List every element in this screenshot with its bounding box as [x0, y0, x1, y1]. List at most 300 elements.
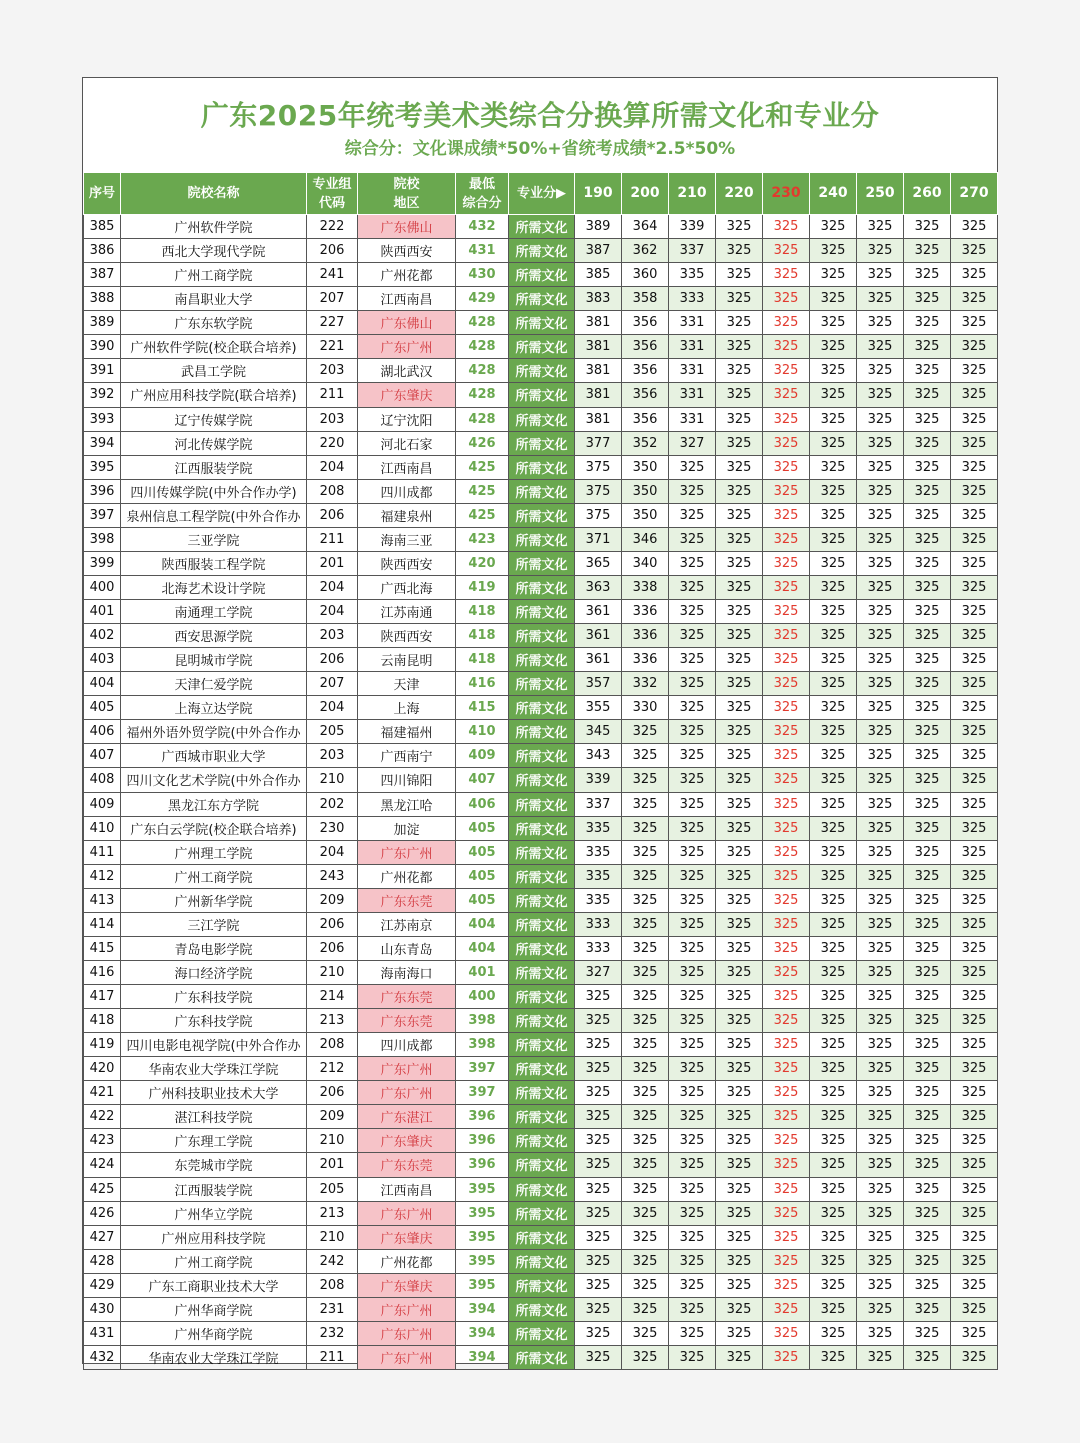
row-required-score: 325	[669, 1177, 716, 1201]
row-label: 所需文化	[509, 1153, 575, 1177]
row-required-score: 325	[763, 1249, 810, 1273]
row-min-score: 431	[456, 239, 509, 263]
row-required-score: 325	[763, 335, 810, 359]
table-row	[84, 527, 998, 551]
row-school: 上海立达学院	[121, 696, 307, 720]
table-row	[84, 1057, 998, 1081]
row-label: 所需文化	[509, 672, 575, 696]
row-required-score: 364	[622, 215, 669, 239]
header-score: 270	[951, 173, 998, 215]
row-required-score: 325	[857, 1177, 904, 1201]
row-required-score: 325	[763, 1129, 810, 1153]
row-required-score: 325	[904, 696, 951, 720]
row-required-score: 325	[857, 1153, 904, 1177]
row-required-score: 325	[810, 960, 857, 984]
row-seq: 430	[84, 1297, 121, 1321]
row-required-score: 325	[763, 383, 810, 407]
table-row	[84, 1153, 998, 1177]
row-min-score: 405	[456, 888, 509, 912]
row-required-score: 325	[669, 1273, 716, 1297]
header-min-score	[456, 173, 509, 215]
row-seq: 405	[84, 696, 121, 720]
row-required-score: 355	[575, 696, 622, 720]
row-code: 210	[307, 768, 358, 792]
row-code: 210	[307, 960, 358, 984]
row-label: 所需文化	[509, 1321, 575, 1345]
table-row	[84, 551, 998, 575]
row-required-score: 325	[716, 1225, 763, 1249]
row-required-score: 325	[904, 287, 951, 311]
row-required-score: 325	[669, 960, 716, 984]
row-required-score: 325	[669, 1009, 716, 1033]
row-seq: 428	[84, 1249, 121, 1273]
row-required-score: 325	[904, 575, 951, 599]
row-code: 204	[307, 840, 358, 864]
row-required-score: 337	[669, 239, 716, 263]
table-row	[84, 1033, 998, 1057]
row-required-score: 325	[951, 479, 998, 503]
row-code: 213	[307, 1201, 358, 1225]
row-school: 广西城市职业大学	[121, 744, 307, 768]
row-required-score: 325	[904, 600, 951, 624]
row-required-score: 325	[810, 648, 857, 672]
row-seq: 386	[84, 239, 121, 263]
row-school: 河北传媒学院	[121, 431, 307, 455]
table-row	[84, 744, 998, 768]
row-required-score: 325	[669, 936, 716, 960]
row-min-score: 425	[456, 479, 509, 503]
row-required-score: 325	[575, 1129, 622, 1153]
row-label: 所需文化	[509, 527, 575, 551]
row-required-score: 325	[951, 768, 998, 792]
row-required-score: 325	[669, 1345, 716, 1369]
row-region: 广东肇庆	[358, 1129, 456, 1153]
row-required-score: 325	[904, 912, 951, 936]
row-code: 211	[307, 383, 358, 407]
row-required-score: 325	[857, 287, 904, 311]
row-region: 江西南昌	[358, 1177, 456, 1201]
row-required-score: 325	[763, 431, 810, 455]
table-row	[84, 1201, 998, 1225]
row-required-score: 325	[904, 383, 951, 407]
row-required-score: 325	[763, 1225, 810, 1249]
table-row	[84, 1249, 998, 1273]
header-code	[307, 173, 358, 215]
row-seq: 424	[84, 1153, 121, 1177]
row-required-score: 325	[716, 215, 763, 239]
row-school: 广州新华学院	[121, 888, 307, 912]
row-required-score: 325	[904, 263, 951, 287]
row-seq: 399	[84, 551, 121, 575]
row-required-score: 363	[575, 575, 622, 599]
row-code: 208	[307, 479, 358, 503]
row-school: 昆明城市学院	[121, 648, 307, 672]
row-code: 210	[307, 1225, 358, 1249]
row-required-score: 325	[904, 744, 951, 768]
row-required-score: 325	[716, 1057, 763, 1081]
row-required-score: 325	[951, 1201, 998, 1225]
row-school: 陕西服装工程学院	[121, 551, 307, 575]
row-seq: 393	[84, 407, 121, 431]
row-required-score: 325	[763, 768, 810, 792]
table-row	[84, 503, 998, 527]
row-required-score: 381	[575, 335, 622, 359]
row-region: 江西南昌	[358, 455, 456, 479]
row-required-score: 325	[857, 1345, 904, 1369]
row-required-score: 325	[622, 792, 669, 816]
row-required-score: 325	[904, 1129, 951, 1153]
row-required-score: 325	[575, 1081, 622, 1105]
row-required-score: 325	[904, 960, 951, 984]
row-required-score: 325	[669, 840, 716, 864]
row-required-score: 325	[857, 936, 904, 960]
header-score: 200	[622, 173, 669, 215]
row-required-score: 325	[857, 1297, 904, 1321]
row-school: 江西服装学院	[121, 455, 307, 479]
row-required-score: 325	[763, 1153, 810, 1177]
row-required-score: 325	[951, 1225, 998, 1249]
row-required-score: 357	[575, 672, 622, 696]
row-code: 222	[307, 215, 358, 239]
formula-subtitle: 综合分：文化课成绩*50%+省统考成绩*2.5*50%	[344, 139, 736, 159]
row-required-score: 325	[669, 551, 716, 575]
row-code: 227	[307, 311, 358, 335]
row-required-score: 325	[716, 936, 763, 960]
row-code: 204	[307, 455, 358, 479]
row-required-score: 325	[716, 1177, 763, 1201]
row-required-score: 325	[904, 431, 951, 455]
table-row	[84, 1105, 998, 1129]
row-seq: 396	[84, 479, 121, 503]
table-row	[84, 359, 998, 383]
row-code: 242	[307, 1249, 358, 1273]
row-required-score: 325	[763, 840, 810, 864]
row-school: 北海艺术设计学院	[121, 575, 307, 599]
row-required-score: 325	[810, 575, 857, 599]
row-required-score: 325	[763, 575, 810, 599]
row-required-score: 335	[669, 263, 716, 287]
row-region: 加淀	[358, 816, 456, 840]
row-required-score: 325	[763, 985, 810, 1009]
row-label: 所需文化	[509, 985, 575, 1009]
row-required-score: 325	[857, 1105, 904, 1129]
row-required-score: 325	[763, 1297, 810, 1321]
row-required-score: 325	[575, 1177, 622, 1201]
header-score: 220	[716, 173, 763, 215]
row-label: 所需文化	[509, 1033, 575, 1057]
row-required-score: 325	[716, 1009, 763, 1033]
row-required-score: 325	[763, 1009, 810, 1033]
row-required-score: 325	[810, 792, 857, 816]
row-required-score: 325	[810, 1225, 857, 1249]
row-region: 广东广州	[358, 1081, 456, 1105]
row-required-score: 325	[810, 624, 857, 648]
row-required-score: 325	[857, 551, 904, 575]
row-label: 所需文化	[509, 263, 575, 287]
row-label: 所需文化	[509, 503, 575, 527]
table-row	[84, 1273, 998, 1297]
row-required-score: 325	[716, 527, 763, 551]
row-required-score: 325	[669, 527, 716, 551]
row-code: 206	[307, 936, 358, 960]
row-required-score: 325	[763, 527, 810, 551]
row-label: 所需文化	[509, 215, 575, 239]
row-required-score: 331	[669, 383, 716, 407]
row-code: 207	[307, 672, 358, 696]
row-required-score: 325	[810, 335, 857, 359]
row-required-score: 325	[763, 287, 810, 311]
row-required-score: 325	[904, 335, 951, 359]
row-school: 四川传媒学院(中外合作办学)	[121, 479, 307, 503]
row-required-score: 325	[622, 912, 669, 936]
table-row	[84, 696, 998, 720]
row-required-score: 340	[622, 551, 669, 575]
row-required-score: 325	[904, 1081, 951, 1105]
row-required-score: 325	[763, 744, 810, 768]
row-required-score: 325	[904, 215, 951, 239]
row-required-score: 325	[810, 287, 857, 311]
row-required-score: 325	[951, 287, 998, 311]
row-required-score: 325	[857, 744, 904, 768]
row-required-score: 325	[857, 1129, 904, 1153]
row-required-score: 325	[951, 1297, 998, 1321]
row-school: 三亚学院	[121, 527, 307, 551]
table-row	[84, 600, 998, 624]
row-school: 广东东软学院	[121, 311, 307, 335]
row-region: 陕西西安	[358, 239, 456, 263]
row-required-score: 371	[575, 527, 622, 551]
row-school: 江西服装学院	[121, 1177, 307, 1201]
row-required-score: 356	[622, 359, 669, 383]
row-region: 广东广州	[358, 1345, 456, 1369]
row-code: 204	[307, 575, 358, 599]
table-row	[84, 888, 998, 912]
row-region: 江苏南通	[358, 600, 456, 624]
row-seq: 432	[84, 1345, 121, 1369]
row-required-score: 325	[716, 551, 763, 575]
table-row	[84, 383, 998, 407]
row-required-score: 325	[857, 888, 904, 912]
row-required-score: 325	[763, 1201, 810, 1225]
row-required-score: 325	[857, 1321, 904, 1345]
row-label: 所需文化	[509, 1177, 575, 1201]
row-required-score: 325	[669, 575, 716, 599]
row-school: 福州外语外贸学院(中外合作办	[121, 720, 307, 744]
row-required-score: 361	[575, 624, 622, 648]
header-code-line1: 专业组	[312, 176, 352, 192]
row-seq: 426	[84, 1201, 121, 1225]
row-required-score: 325	[669, 1201, 716, 1225]
row-required-score: 325	[763, 888, 810, 912]
row-required-score: 325	[857, 359, 904, 383]
row-required-score: 325	[857, 1081, 904, 1105]
row-required-score: 325	[951, 840, 998, 864]
row-required-score: 325	[716, 672, 763, 696]
row-required-score: 325	[622, 768, 669, 792]
score-table	[83, 172, 998, 1370]
row-required-score: 325	[716, 263, 763, 287]
row-min-score: 405	[456, 840, 509, 864]
row-required-score: 325	[857, 768, 904, 792]
header-score: 210	[669, 173, 716, 215]
row-min-score: 428	[456, 407, 509, 431]
table-row	[84, 1321, 998, 1345]
row-required-score: 325	[575, 1201, 622, 1225]
row-required-score: 325	[669, 672, 716, 696]
row-min-score: 429	[456, 287, 509, 311]
row-min-score: 398	[456, 1009, 509, 1033]
row-required-score: 343	[575, 744, 622, 768]
row-required-score: 325	[763, 1321, 810, 1345]
row-seq: 415	[84, 936, 121, 960]
row-required-score: 325	[716, 912, 763, 936]
row-required-score: 352	[622, 431, 669, 455]
row-required-score: 325	[951, 624, 998, 648]
row-required-score: 325	[763, 1273, 810, 1297]
row-required-score: 325	[716, 1273, 763, 1297]
row-required-score: 325	[763, 672, 810, 696]
row-seq: 409	[84, 792, 121, 816]
row-required-score: 325	[951, 1249, 998, 1273]
row-required-score: 331	[669, 407, 716, 431]
row-required-score: 325	[810, 311, 857, 335]
row-school: 四川电影电视学院(中外合作办	[121, 1033, 307, 1057]
row-required-score: 325	[951, 672, 998, 696]
row-min-score: 418	[456, 624, 509, 648]
row-region: 广东东莞	[358, 985, 456, 1009]
row-required-score: 330	[622, 696, 669, 720]
row-required-score: 325	[951, 1153, 998, 1177]
row-required-score: 331	[669, 311, 716, 335]
row-required-score: 325	[716, 311, 763, 335]
row-required-score: 325	[951, 311, 998, 335]
row-label: 所需文化	[509, 1249, 575, 1273]
row-region: 广州花都	[358, 1249, 456, 1273]
row-required-score: 325	[669, 1225, 716, 1249]
row-min-score: 425	[456, 503, 509, 527]
row-required-score: 325	[669, 455, 716, 479]
row-required-score: 325	[857, 840, 904, 864]
row-required-score: 361	[575, 600, 622, 624]
row-required-score: 325	[810, 1345, 857, 1369]
row-school: 南通理工学院	[121, 600, 307, 624]
row-required-score: 325	[951, 985, 998, 1009]
row-region: 福建泉州	[358, 503, 456, 527]
row-label: 所需文化	[509, 792, 575, 816]
row-school: 广州软件学院(校企联合培养)	[121, 335, 307, 359]
row-school: 泉州信息工程学院(中外合作办	[121, 503, 307, 527]
row-required-score: 325	[904, 1249, 951, 1273]
row-required-score: 325	[951, 696, 998, 720]
row-region: 广东广州	[358, 1201, 456, 1225]
row-required-score: 325	[904, 648, 951, 672]
row-required-score: 325	[951, 1105, 998, 1129]
row-min-score: 405	[456, 864, 509, 888]
header-region	[358, 173, 456, 215]
page-title: 广东2025年统考美术类综合分换算所需文化和专业分	[200, 99, 880, 132]
row-required-score: 336	[622, 600, 669, 624]
row-required-score: 325	[716, 768, 763, 792]
row-required-score: 383	[575, 287, 622, 311]
row-label: 所需文化	[509, 1273, 575, 1297]
row-seq: 417	[84, 985, 121, 1009]
row-min-score: 425	[456, 455, 509, 479]
table-row	[84, 1177, 998, 1201]
row-required-score: 325	[669, 1249, 716, 1273]
row-region: 云南昆明	[358, 648, 456, 672]
row-required-score: 325	[810, 215, 857, 239]
row-code: 202	[307, 792, 358, 816]
row-required-score: 325	[575, 1057, 622, 1081]
row-region: 广州花都	[358, 263, 456, 287]
row-code: 207	[307, 287, 358, 311]
row-required-score: 325	[716, 1153, 763, 1177]
row-required-score: 325	[951, 1129, 998, 1153]
row-required-score: 325	[904, 1105, 951, 1129]
row-school: 华南农业大学珠江学院	[121, 1057, 307, 1081]
row-seq: 403	[84, 648, 121, 672]
row-code: 214	[307, 985, 358, 1009]
row-seq: 402	[84, 624, 121, 648]
row-required-score: 325	[669, 864, 716, 888]
row-required-score: 325	[857, 720, 904, 744]
row-required-score: 325	[716, 624, 763, 648]
row-required-score: 325	[904, 1225, 951, 1249]
table-row	[84, 912, 998, 936]
table-row	[84, 840, 998, 864]
table-row	[84, 263, 998, 287]
table-row	[84, 407, 998, 431]
row-required-score: 377	[575, 431, 622, 455]
row-region: 广东肇庆	[358, 383, 456, 407]
row-required-score: 325	[716, 1321, 763, 1345]
row-required-score: 325	[622, 1249, 669, 1273]
row-required-score: 325	[622, 1297, 669, 1321]
row-region: 广东湛江	[358, 1105, 456, 1129]
row-required-score: 325	[763, 600, 810, 624]
row-required-score: 325	[857, 985, 904, 1009]
row-min-score: 428	[456, 359, 509, 383]
row-seq: 419	[84, 1033, 121, 1057]
table-row	[84, 1129, 998, 1153]
row-label: 所需文化	[509, 1225, 575, 1249]
row-required-score: 350	[622, 503, 669, 527]
row-required-score: 325	[622, 864, 669, 888]
row-required-score: 325	[716, 1033, 763, 1057]
row-required-score: 325	[716, 287, 763, 311]
row-required-score: 336	[622, 648, 669, 672]
row-seq: 422	[84, 1105, 121, 1129]
row-required-score: 325	[904, 888, 951, 912]
row-required-score: 325	[810, 1153, 857, 1177]
row-required-score: 325	[810, 503, 857, 527]
row-required-score: 360	[622, 263, 669, 287]
row-school: 四川文化艺术学院(中外合作办	[121, 768, 307, 792]
row-code: 212	[307, 1057, 358, 1081]
row-required-score: 325	[669, 1321, 716, 1345]
row-required-score: 325	[951, 455, 998, 479]
row-required-score: 325	[622, 1105, 669, 1129]
row-label: 所需文化	[509, 600, 575, 624]
table-row	[84, 287, 998, 311]
row-seq: 406	[84, 720, 121, 744]
row-school: 广州华商学院	[121, 1297, 307, 1321]
row-min-score: 395	[456, 1177, 509, 1201]
row-required-score: 325	[904, 311, 951, 335]
row-required-score: 325	[951, 503, 998, 527]
row-min-score: 419	[456, 575, 509, 599]
row-min-score: 396	[456, 1105, 509, 1129]
